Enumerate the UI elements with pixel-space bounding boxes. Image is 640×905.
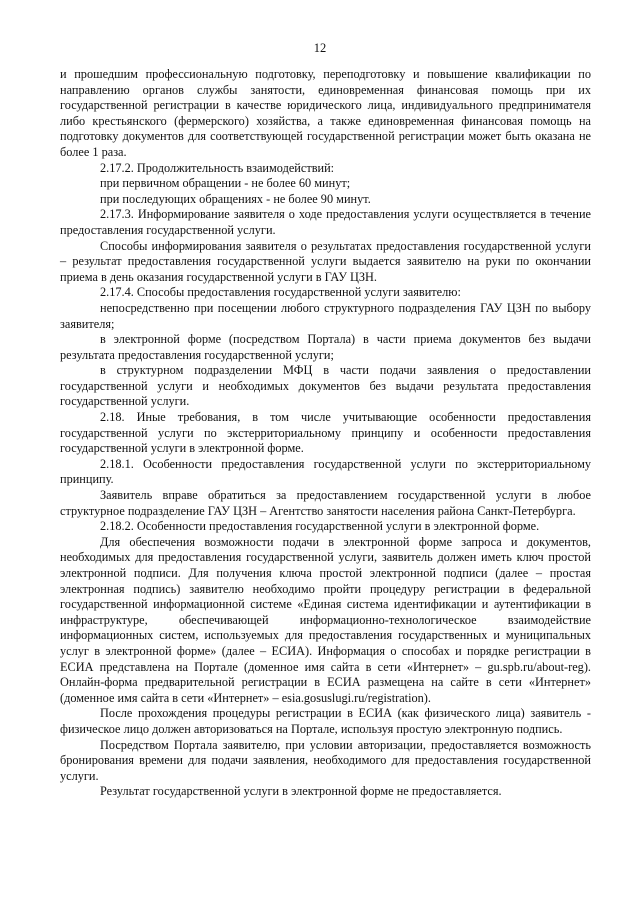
paragraph-5: 2.17.3. Информирование заявителя о ходе предоставления услуги осуществляется в течение предоставления государственной услуги. xyxy=(60,207,591,237)
paragraph-2: 2.17.2. Продолжительность взаимодействий: xyxy=(100,160,335,175)
paragraph-16: После прохождения процедуры регистрации в ЕСИА (как физического лица) заявитель - физическое лицо должен авторизоваться на Портале, используя простую электронную подпись. xyxy=(60,706,591,736)
paragraph-1: и прошедшим профессиональную подготовку, переподготовку и повышение квалификации по направлению органов службы занятости, единовременная финансовая помощь при их государственной регистрации в качестве юридического лица, индивидуального предпринимателя либо крестьянского (фермерского) хозяйства, а также единовременная финансовая помощь на подготовку документов для соответствующей государственной регистрации может быть оказана не более 1 раза. xyxy=(60,67,591,159)
document-body xyxy=(60,67,591,800)
paragraph-10: в структурном подразделении МФЦ в части подачи заявления о предоставлении государственной услуги и необходимых документов без выдачи результата предоставления государственной услуги. xyxy=(60,363,591,409)
page-number: 12 xyxy=(313,41,327,55)
paragraph-3: при первичном обращении - не более 60 минут; xyxy=(100,176,351,191)
paragraph-7: 2.17.4. Способы предоставления государственной услуги заявителю: xyxy=(100,285,461,300)
paragraph-12: 2.18.1. Особенности предоставления государственной услуги по экстерриториальному принципу. xyxy=(60,456,591,487)
paragraph-18: Результат государственной услуги в электронной форме не предоставляется. xyxy=(100,784,502,799)
paragraph-17: Посредством Портала заявителю, при условии авторизации, предоставляется возможность бронирования времени для подачи заявления, необходимого для предоставления государственной услуги. xyxy=(60,737,591,783)
paragraph-14: 2.18.2. Особенности предоставления государственной услуги в электронной форме. xyxy=(100,519,540,534)
paragraph-9: в электронной форме (посредством Портала) в части приема документов без выдачи результата предоставления государственной услуги; xyxy=(60,332,591,362)
paragraph-4: при последующих обращениях - не более 90 минут. xyxy=(100,191,371,206)
paragraph-13: Заявитель вправе обратиться за предоставлением государственной услуги в любое структурное подразделение ГАУ ЦЗН – Агентство занятости населения района Санкт-Петербурга. xyxy=(60,488,591,518)
paragraph-11: 2.18. Иные требования, в том числе учитывающие особенности предоставления государственной услуги по экстерриториальному принципу и особенности предоставления государственной услуги в электронной форме. xyxy=(60,410,591,456)
paragraph-8: непосредственно при посещении любого структурного подразделения ГАУ ЦЗН по выбору заявителя; xyxy=(60,300,591,331)
paragraph-15: Для обеспечения возможности подачи в электронной форме запроса и документов, необходимых для предоставления государственной услуги, заявитель должен иметь ключ простой электронной подписи. Для получения ключа простой электронной подписи (далее – простая электронная подпись) заявителю необходимо пройти процедуру регистрации в федеральной государственной информационной системе «Единая система идентификации и аутентификации в инфраструктуре, обеспечивающей информационно-технологическое взаимодействие информационных систем, используемых для предоставления государственных и муниципальных услуг в электронной форме» (далее – ЕСИА). Информация о способах и порядке регистрации в ЕСИА представлена на Портале (доменное имя сайта в сети «Интернет» – gu.spb.ru/about-reg). Онлайн-форма предварительной регистрации в ЕСИА размещена на сайте в сети «Интернет» (доменное имя сайта в сети «Интернет» – esia.gosuslugi.ru/registration). xyxy=(60,534,591,705)
paragraph-6: Способы информирования заявителя о результатах предоставления государственной услуги – результат предоставления государственной услуги выдается заявителю на руки по окончании приема в день оказания государственной услуги в ГАУ ЦЗН. xyxy=(60,238,591,284)
